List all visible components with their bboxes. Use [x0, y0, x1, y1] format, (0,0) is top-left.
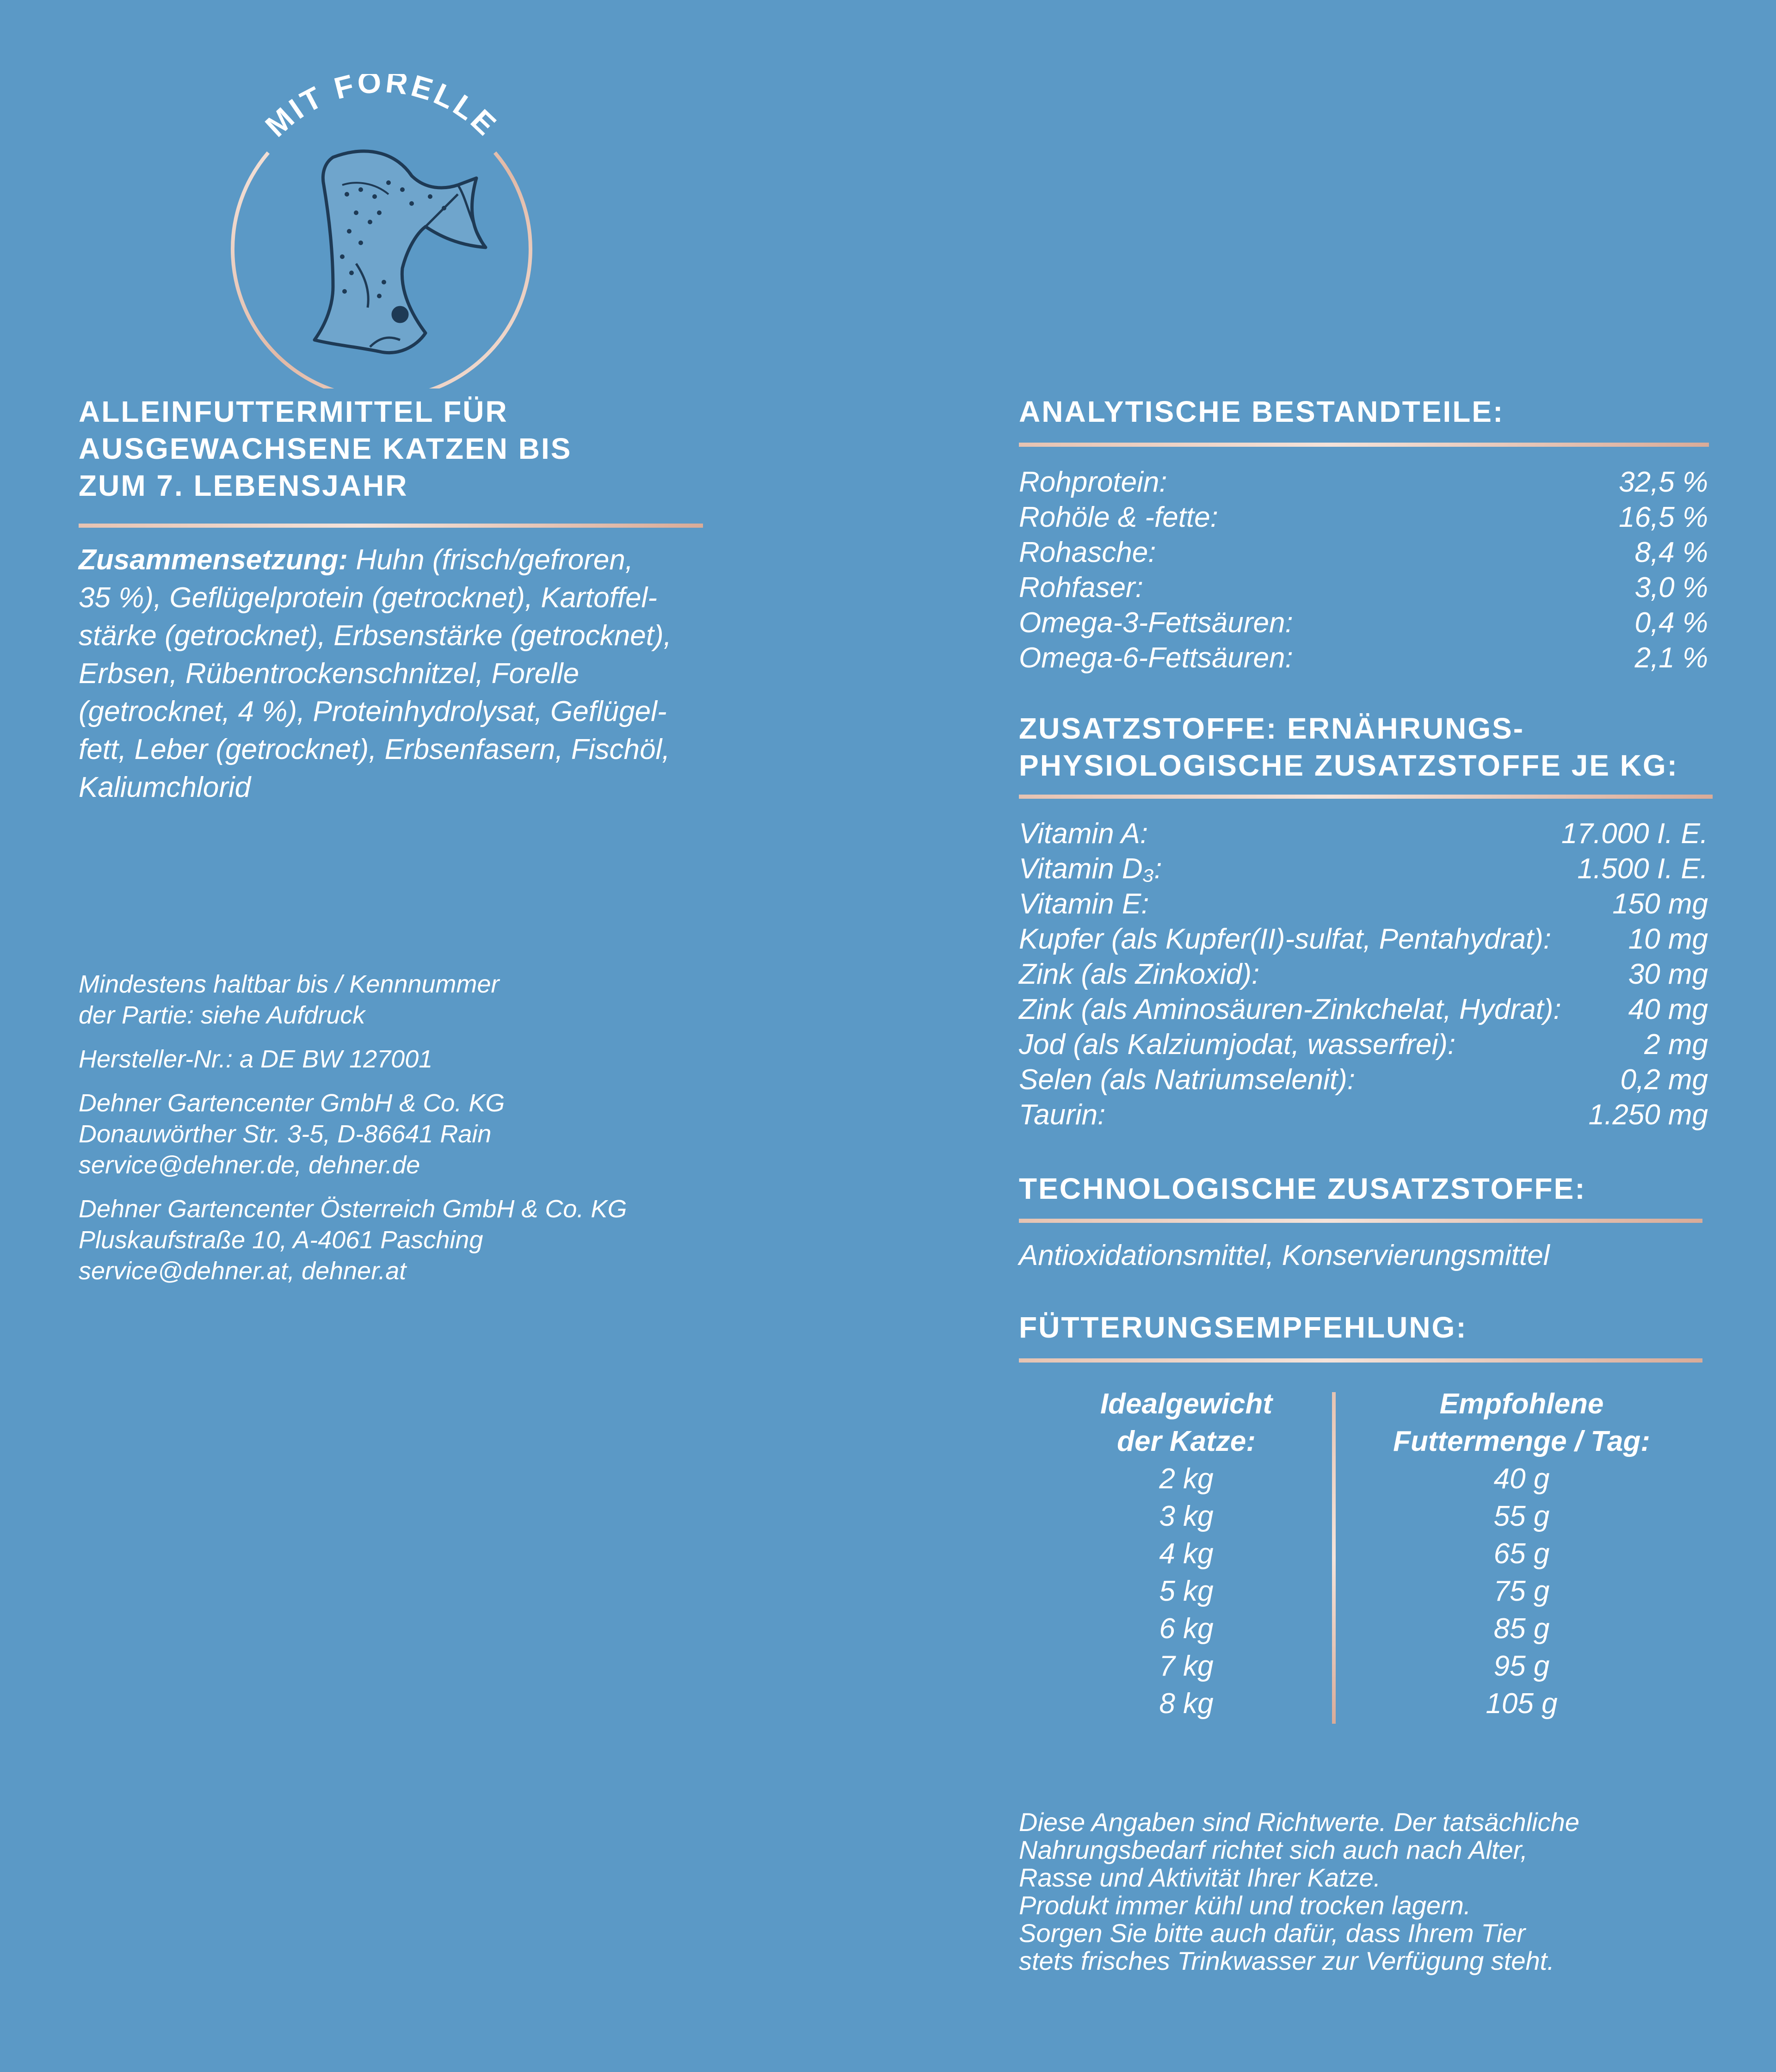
- additive-row: [1019, 851, 1708, 887]
- amount-cell: 95 g: [1493, 1650, 1550, 1682]
- amount-cell: 65 g: [1493, 1538, 1550, 1570]
- additive-row-value: 2 mg: [1644, 1029, 1708, 1061]
- analytical-row: [1019, 465, 1708, 500]
- product-title-line: ALLEINFUTTERMITTEL FÜR: [79, 395, 508, 428]
- additive-row-label: Zink (als Zinkoxid):: [1019, 958, 1260, 990]
- technological-divider: [1019, 1219, 1702, 1223]
- analytical-row: [1019, 535, 1708, 570]
- analytical-row-value: 16,5 %: [1618, 501, 1708, 533]
- trout-badge: [217, 74, 546, 388]
- legal-paragraph: [79, 1088, 772, 1181]
- trout-icon: [314, 151, 486, 353]
- analytical-row-value: 2,1 %: [1634, 642, 1708, 674]
- composition-text: [79, 544, 754, 807]
- legal-line: Donauwörther Str. 3-5, D-86641 Rain: [79, 1120, 492, 1148]
- composition-line: Kaliumchlorid: [79, 771, 251, 803]
- amount-cell: 105 g: [1486, 1688, 1558, 1720]
- legal-line: Pluskaufstraße 10, A-4061 Pasching: [79, 1226, 483, 1254]
- analytical-row-value: 3,0 %: [1634, 572, 1708, 604]
- amount-header: [1341, 1385, 1702, 1460]
- analytical-row-value: 32,5 %: [1618, 466, 1708, 498]
- technological-title: TECHNOLOGISCHE ZUSATZSTOFFE:: [1019, 1172, 1586, 1205]
- legal-paragraph: [79, 1194, 772, 1287]
- additives-list: [1019, 816, 1708, 1133]
- note-line: Produkt immer kühl und trocken lagern.: [1019, 1891, 1471, 1920]
- feeding-divider: [1019, 1358, 1702, 1363]
- additive-row-label: Taurin:: [1019, 1099, 1106, 1131]
- feeding-note: [1019, 1808, 1759, 1975]
- additive-row: [1019, 887, 1708, 922]
- left-divider: [79, 524, 703, 528]
- amount-column: [1341, 1385, 1702, 1722]
- analytical-row-label: Rohöle & -fette:: [1019, 501, 1218, 533]
- note-line: Nahrungsbedarf richtet sich auch nach Alter,: [1019, 1835, 1528, 1864]
- amount-header-line: Futtermenge / Tag:: [1393, 1425, 1650, 1457]
- analytical-row-label: Rohasche:: [1019, 536, 1156, 568]
- weight-cell: 4 kg: [1159, 1538, 1214, 1570]
- additives-title: [1019, 710, 1740, 784]
- composition-label: Zusammensetzung:: [79, 544, 348, 576]
- weight-cell: 7 kg: [1159, 1650, 1214, 1682]
- additive-row: [1019, 816, 1708, 851]
- additive-row-value: 150 mg: [1612, 888, 1708, 920]
- composition-line: stärke (getrocknet), Erbsenstärke (getrocknet),: [79, 620, 672, 652]
- analytical-row-label: Rohfaser:: [1019, 572, 1143, 604]
- composition-line: 35 %), Geflügelprotein (getrocknet), Kartoffel-: [79, 582, 657, 614]
- trout-badge-svg: [217, 74, 546, 388]
- composition-line: Erbsen, Rübentrockenschnitzel, Forelle: [79, 658, 580, 690]
- note-line: Sorgen Sie bitte auch dafür, dass Ihrem Tier: [1019, 1918, 1526, 1948]
- additive-row-value: 40 mg: [1628, 993, 1708, 1025]
- badge-arc-text: MIT FORELLE: [259, 74, 505, 144]
- composition-line: Huhn (frisch/gefroren,: [348, 544, 634, 576]
- composition-line: (getrocknet, 4 %), Proteinhydrolysat, Geflügel-: [79, 696, 667, 728]
- product-title: [79, 393, 726, 504]
- composition: [79, 541, 754, 807]
- amount-cell: 75 g: [1493, 1575, 1550, 1607]
- product-title-line: ZUM 7. LEBENSJAHR: [79, 469, 408, 502]
- analytical-list: [1019, 465, 1708, 676]
- weight-header-line: der Katze:: [1117, 1425, 1256, 1457]
- additive-row-value: 30 mg: [1628, 958, 1708, 990]
- technological-text: Antioxidationsmittel, Konservierungsmittel: [1019, 1240, 1550, 1271]
- legal-line: service@dehner.at, dehner.at: [79, 1257, 407, 1285]
- analytical-row-value: 0,4 %: [1634, 607, 1708, 639]
- additive-row-label: Vitamin A:: [1019, 818, 1148, 850]
- analytical-row-label: Rohprotein:: [1019, 466, 1167, 498]
- weight-cell: 8 kg: [1159, 1688, 1214, 1720]
- analytical-row: [1019, 641, 1708, 676]
- analytical-row-value: 8,4 %: [1634, 536, 1708, 568]
- analytical-row-label: Omega-3-Fettsäuren:: [1019, 607, 1293, 639]
- analytical-title: ANALYTISCHE BESTANDTEILE:: [1019, 395, 1505, 428]
- analytical-divider: [1019, 443, 1709, 447]
- additive-row-label: Vitamin E:: [1019, 888, 1149, 920]
- additives-title-line: ZUSATZSTOFFE: ERNÄHRUNGS-: [1019, 712, 1525, 745]
- additive-row-value: 17.000 I. E.: [1561, 818, 1708, 850]
- amount-cell: 85 g: [1493, 1613, 1550, 1645]
- legal-line: Hersteller-Nr.: a DE BW 127001: [79, 1045, 433, 1073]
- weight-header: [1054, 1385, 1318, 1460]
- amount-cell: 40 g: [1493, 1463, 1550, 1495]
- weight-cell: 2 kg: [1159, 1463, 1214, 1495]
- legal-line: service@dehner.de, dehner.de: [79, 1151, 420, 1179]
- additive-row: [1019, 957, 1708, 992]
- note-line: Diese Angaben sind Richtwerte. Der tatsächliche: [1019, 1807, 1579, 1837]
- additive-row: [1019, 922, 1708, 957]
- analytical-row: [1019, 570, 1708, 605]
- weight-cell: 6 kg: [1159, 1613, 1214, 1645]
- product-title-line: AUSGEWACHSENE KATZEN BIS: [79, 432, 572, 465]
- additives-title-line: PHYSIOLOGISCHE ZUSATZSTOFFE JE KG:: [1019, 749, 1678, 782]
- weight-cell: 3 kg: [1159, 1500, 1214, 1532]
- additive-row: [1019, 1098, 1708, 1133]
- additives-divider: [1019, 795, 1713, 799]
- composition-line: fett, Leber (getrocknet), Erbsenfasern, Fischöl,: [79, 734, 670, 765]
- note-line: Rasse und Aktivität Ihrer Katze.: [1019, 1863, 1381, 1892]
- legal-line: Mindestens haltbar bis / Kennnummer: [79, 970, 500, 998]
- legal-line: Dehner Gartencenter Österreich GmbH & Co. KG: [79, 1195, 627, 1223]
- additive-row-label: Vitamin D₃:: [1019, 853, 1162, 885]
- weight-header-line: Idealgewicht: [1100, 1388, 1273, 1420]
- legal-line: der Partie: siehe Aufdruck: [79, 1001, 365, 1029]
- amount-cell: 55 g: [1493, 1500, 1550, 1532]
- additive-row-label: Kupfer (als Kupfer(II)-sulfat, Pentahydrat):: [1019, 923, 1551, 955]
- feeding-title: FÜTTERUNGSEMPFEHLUNG:: [1019, 1311, 1468, 1344]
- additive-row: [1019, 992, 1708, 1027]
- analytical-row: [1019, 605, 1708, 641]
- note-line: stets frisches Trinkwasser zur Verfügung steht.: [1019, 1946, 1554, 1975]
- amount-header-line: Empfohlene: [1439, 1388, 1604, 1420]
- additive-row-label: Selen (als Natriumselenit):: [1019, 1064, 1356, 1096]
- feeding-column-divider: [1332, 1392, 1336, 1724]
- additive-row-label: Zink (als Aminosäuren-Zinkchelat, Hydrat):: [1019, 993, 1561, 1025]
- weight-cell: 5 kg: [1159, 1575, 1214, 1607]
- legal-paragraph: [79, 969, 772, 1031]
- additive-row: [1019, 1062, 1708, 1098]
- legal-paragraph: [79, 1044, 772, 1075]
- analytical-row: [1019, 500, 1708, 535]
- analytical-row-label: Omega-6-Fettsäuren:: [1019, 642, 1293, 674]
- weight-column: [1054, 1385, 1318, 1722]
- legal-line: Dehner Gartencenter GmbH & Co. KG: [79, 1089, 505, 1117]
- additive-row-value: 1.250 mg: [1588, 1099, 1708, 1131]
- additive-row-value: 1.500 I. E.: [1577, 853, 1708, 885]
- additive-row-label: Jod (als Kalziumjodat, wasserfrei):: [1019, 1029, 1456, 1061]
- additive-row-value: 0,2 mg: [1620, 1064, 1708, 1096]
- additive-row: [1019, 1027, 1708, 1062]
- additive-row-value: 10 mg: [1628, 923, 1708, 955]
- legal-info: [79, 969, 772, 1300]
